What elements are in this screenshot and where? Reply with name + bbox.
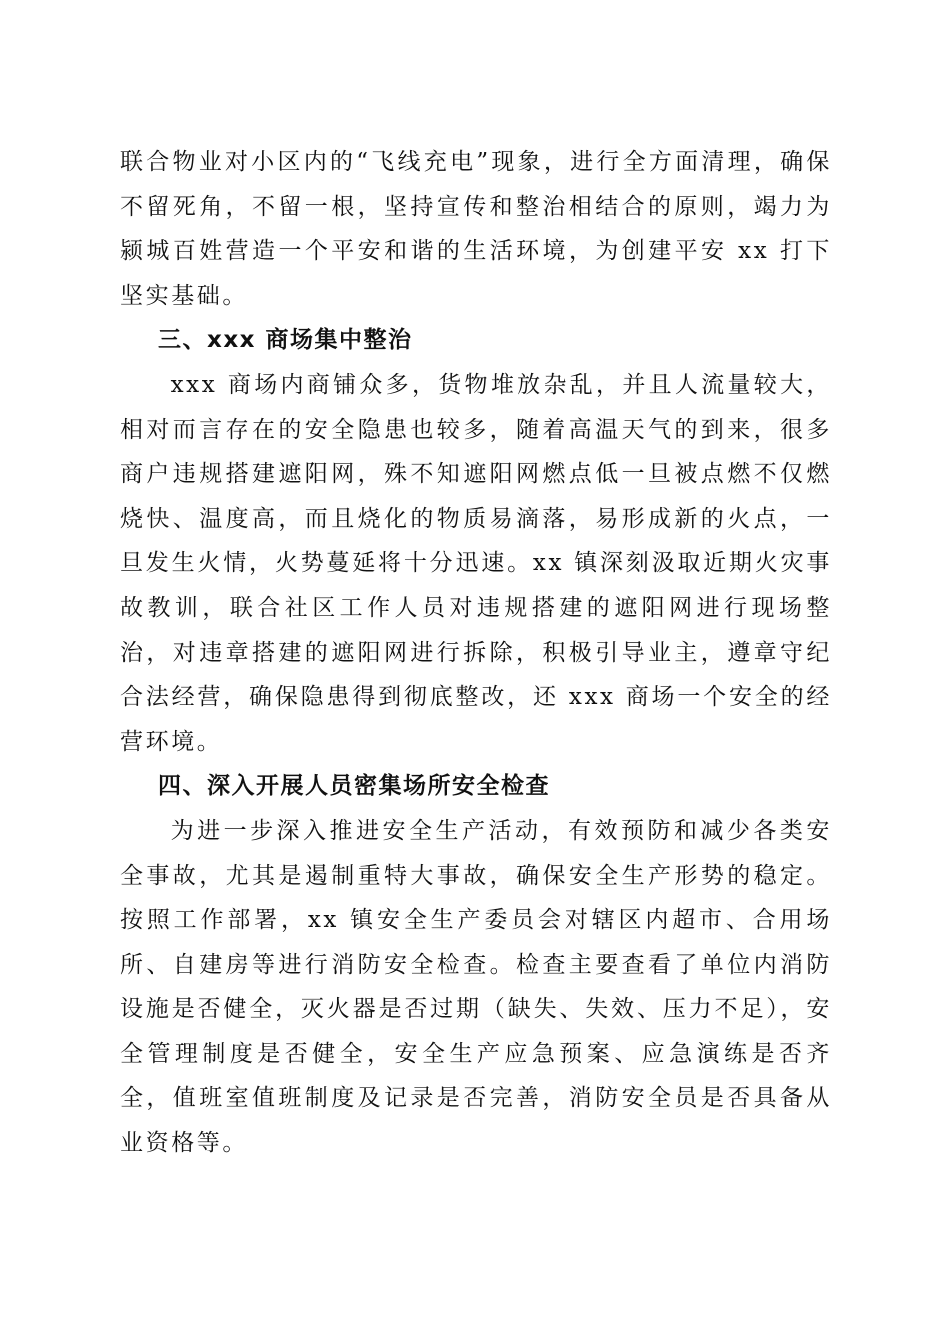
document-body xyxy=(120,140,832,1166)
section-4-paragraph: 为进一步深入推进安全生产活动，有效预防和减少各类安全事故，尤其是遏制重特大事故，确保安全生产形势的稳定。按照工作部署，xx 镇安全生产委员会对辖区内超市、合用场所、自建房等进行消防安全检查。检查主要查看了单位内消防设施是否健全，灭火器是否过期（缺失、失效、压力不足），安全管理制度是否健全，安全生产应急预案、应急演练是否齐全，值班室值班制度及记录是否完善，消防安全员是否具备从业资格等。 xyxy=(120,817,832,1157)
section-heading-4: 四、深入开展人员密集场所安全检查 xyxy=(158,773,550,800)
section-heading-3: 三、xxx 商场集中整治 xyxy=(158,327,413,354)
paragraph-continued: 联合物业对小区内的“飞线充电”现象，进行全方面清理，确保不留死角，不留一根，坚持宣传和整治相结合的原则，竭力为颍城百姓营造一个平安和谐的生活环境，为创建平安 xx 打下坚实基础。 xyxy=(120,149,832,309)
section-3-paragraph: xxx 商场内商铺众多，货物堆放杂乱，并且人流量较大，相对而言存在的安全隐患也较多，随着高温天气的到来，很多商户违规搭建遮阳网，殊不知遮阳网燃点低一旦被点燃不仅燃烧快、温度高，而且烧化的物质易滴落，易形成新的火点，一旦发生火情，火势蔓延将十分迅速。xx 镇深刻汲取近期火灾事故教训，联合社区工作人员对违规搭建的遮阳网进行现场整治，对违章搭建的遮阳网进行拆除，积极引导业主，遵章守纪合法经营，确保隐患得到彻底整改，还 xxx 商场一个安全的经营环境。 xyxy=(120,371,832,755)
